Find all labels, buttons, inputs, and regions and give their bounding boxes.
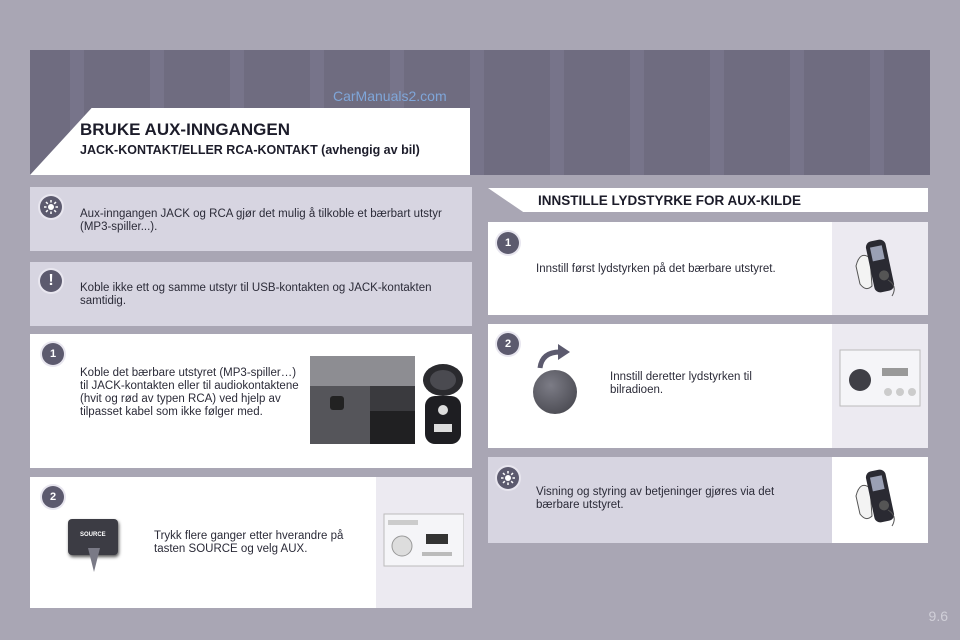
left-step1-text: Koble det bærbare utstyret (MP3-spiller…) til JACK-kontakten eller til audiokontaktene (hvit og rød av typen RCA) ved hjelp av tilpasset kabel som ikke følger med. (80, 367, 299, 418)
watermark[interactable]: CarManuals2.com (333, 88, 447, 104)
right-info-sun-icon (497, 467, 519, 489)
left-step2-text: Trykk flere ganger etter hverandre på tasten SOURCE og velg AUX. (154, 530, 344, 555)
left-step2-number: 2 (42, 486, 64, 508)
volume-knob[interactable] (533, 370, 577, 414)
right-step2-text: Innstill deretter lydstyrken til bilradioen. (610, 371, 752, 396)
right-step2-number: 2 (497, 333, 519, 355)
section-title: INNSTILLE LYDSTYRKE FOR AUX-KILDE (538, 193, 802, 208)
mp3-player-hand-icon-2 (852, 466, 904, 530)
right-step1-text: Innstill først lydstyrken på det bærbare utstyret. (536, 263, 776, 275)
warning-exclamation-icon: ! (40, 270, 62, 292)
car-radio-icon (382, 510, 464, 570)
source-button-label: SOURCE (80, 532, 106, 538)
rotate-arrow-icon (536, 344, 572, 370)
info-sun-icon (40, 196, 62, 218)
press-arrow-icon (88, 548, 100, 572)
title-box (30, 108, 470, 175)
page-title: BRUKE AUX-INNGANGEN (80, 120, 290, 139)
radio-volume-icon (838, 346, 922, 410)
left-step1-number: 1 (42, 343, 64, 365)
page-subtitle: JACK-KONTAKT/ELLER RCA-KONTAKT (avhengig av bil) (80, 143, 420, 157)
info-text: Aux-inngangen JACK og RCA gjør det mulig å tilkoble et bærbart utstyr (MP3-spiller...). (80, 208, 442, 233)
rca-connector-icon (420, 360, 466, 446)
jack-socket-photo (310, 356, 415, 444)
right-step1-number: 1 (497, 232, 519, 254)
mp3-player-hand-icon (852, 236, 904, 300)
warning-text: Koble ikke ett og samme utstyr til USB-kontakten og JACK-kontakten samtidig. (80, 282, 432, 307)
right-info-text: Visning og styring av betjeninger gjøres via det bærbare utstyret. (536, 486, 775, 511)
page-number: 9.6 (928, 608, 948, 624)
